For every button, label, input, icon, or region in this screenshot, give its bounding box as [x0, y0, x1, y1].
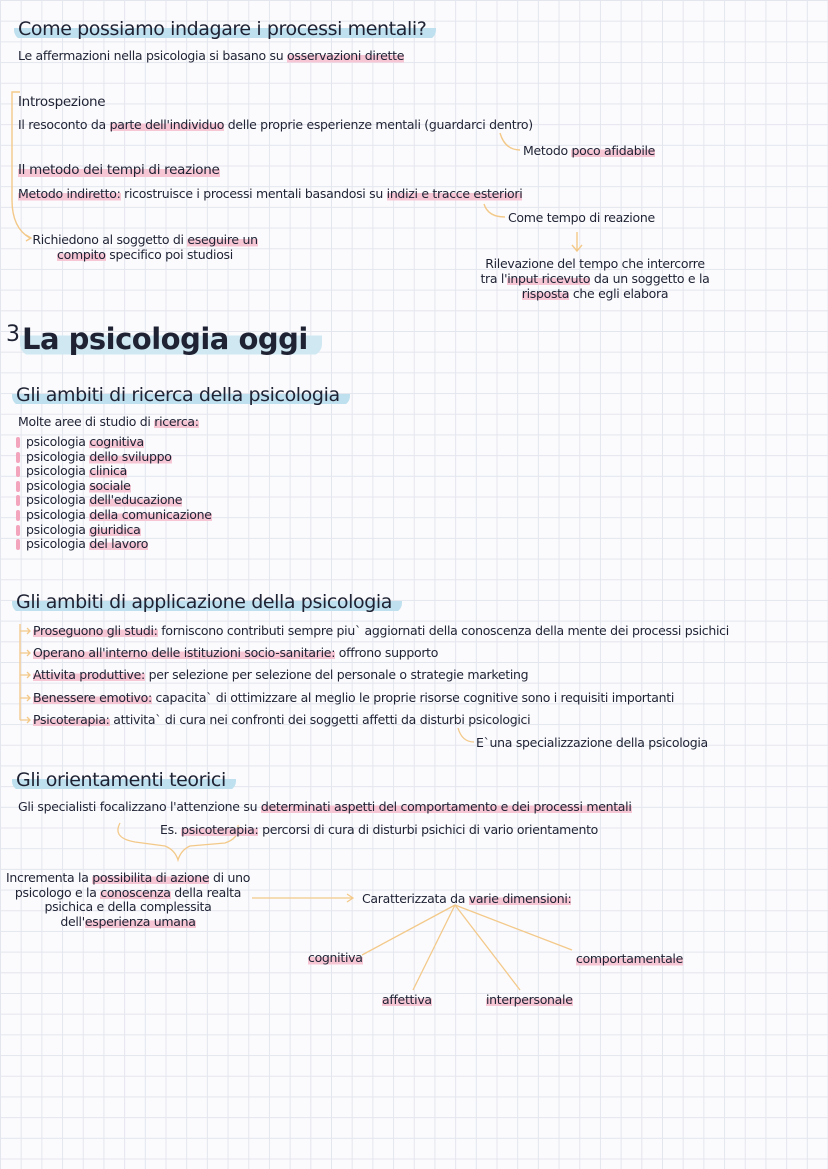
- rilevazione-highlight-2: input ricevuto: [507, 271, 591, 286]
- ricerca-intro-highlight: ricerca:: [154, 414, 199, 429]
- intro-highlight: osservazioni dirette: [287, 48, 405, 63]
- rilevazione-line-3: [475, 286, 715, 301]
- introspezione-text-pre: Il resoconto da: [18, 117, 110, 132]
- applicazione-row-text: capacita` di ottimizzare al meglio le proprie risorse cognitive sono i requisiti importanti: [151, 690, 675, 705]
- ricerca-item-highlight: della comunicazione: [89, 506, 212, 522]
- ricerca-list-item: [16, 435, 212, 450]
- ricerca-item-text: psicologia: [26, 448, 90, 464]
- caratterizzata-label: [362, 891, 571, 906]
- dimension-interpersonale: interpersonale: [486, 992, 573, 1007]
- incrementa-line-2: [6, 886, 250, 901]
- chapter-title: La psicologia oggi: [20, 322, 322, 356]
- ricerca-list-item: [16, 464, 212, 479]
- dimension-cognitiva: cognitiva: [308, 950, 363, 965]
- label-introspezione: Introspezione: [18, 94, 106, 110]
- incrementa-text-1b: di uno: [209, 870, 251, 885]
- ricerca-intro: [18, 414, 199, 429]
- richiedono-line-1: [30, 232, 260, 247]
- incrementa-highlight-1: possibilita di azione: [92, 870, 210, 885]
- ricerca-item-highlight: clinica: [89, 463, 127, 479]
- ricerca-item-highlight: dell'educazione: [89, 492, 183, 508]
- note-metodo-poco-afidabile: [523, 143, 655, 158]
- incrementa-note: [6, 871, 250, 929]
- applicazione-row-text: per selezione per selezione del personale o strategie marketing: [144, 667, 529, 682]
- rilevazione-text-3: che egli elabora: [569, 286, 669, 301]
- ricerca-intro-text: Molte aree di studio di: [18, 414, 155, 429]
- incrementa-text-1a: Incrementa la: [6, 870, 93, 885]
- caratterizzata-highlight: varie dimensioni:: [468, 891, 572, 906]
- tempi-highlight-1: Metodo indiretto:: [18, 186, 121, 201]
- ricerca-item-highlight: sociale: [89, 477, 131, 493]
- orientamenti-intro-highlight: determinati aspetti del comportamento e dei processi mentali: [260, 799, 632, 814]
- applicazione-row: [33, 667, 528, 682]
- intro-text: Le affermazioni nella psicologia si basano su: [18, 48, 288, 63]
- ricerca-list: [16, 435, 212, 552]
- es-text-pre: Es.: [160, 822, 182, 837]
- richiedono-highlight-2: compito: [57, 247, 106, 262]
- applicazione-row-text: offrono supporto: [335, 645, 439, 660]
- ricerca-item-highlight: giuridica: [89, 521, 141, 537]
- orientamenti-intro: [18, 799, 632, 814]
- ricerca-item-highlight: cognitiva: [89, 434, 144, 449]
- chapter-heading: [6, 322, 322, 356]
- tempi-highlight-2: indizi e tracce esteriori: [386, 186, 523, 201]
- richiedono-line-2: [30, 247, 260, 262]
- incrementa-text-2b: della realta: [170, 884, 242, 900]
- incrementa-text-2a: psicologo e la: [14, 884, 101, 900]
- ricerca-item-text: psicologia: [26, 506, 90, 522]
- section-title-processi-mentali: Come possiamo indagare i processi mentali?: [14, 18, 436, 40]
- section-title-ambiti-applicazione: Gli ambiti di applicazione della psicologia: [12, 591, 402, 613]
- incrementa-highlight-4: esperienza umana: [84, 913, 196, 929]
- ricerca-list-item: [16, 450, 212, 465]
- ricerca-list-item: [16, 479, 212, 494]
- applicazione-row: [33, 623, 729, 638]
- es-highlight: psicoterapia:: [181, 822, 259, 837]
- introspezione-highlight: parte dell'individuo: [109, 117, 225, 132]
- applicazione-row-highlight: Proseguono gli studi:: [33, 623, 158, 638]
- richiedono-text-2: specifico poi studiosi: [105, 247, 233, 262]
- incrementa-text-4: dell': [60, 913, 85, 929]
- rilevazione-text-2b: da un soggetto e la: [590, 271, 710, 286]
- ricerca-item-text: psicologia: [26, 521, 90, 537]
- tempi-description: [18, 186, 522, 201]
- applicazione-row-highlight: Benessere emotivo:: [33, 690, 152, 705]
- es-text-post: percorsi di cura di disturbi psichici di vario orientamento: [258, 822, 599, 837]
- rilevazione-line-1: Rilevazione del tempo che intercorre: [485, 256, 705, 271]
- ricerca-item-text: psicologia: [26, 536, 90, 552]
- rilevazione-note: [475, 256, 715, 301]
- ricerca-item-highlight: del lavoro: [89, 536, 149, 552]
- applicazione-row: [33, 690, 674, 705]
- richiedono-note: [30, 232, 260, 262]
- applicazione-row: [33, 645, 438, 660]
- section-title-orientamenti: Gli orientamenti teorici: [12, 769, 236, 791]
- ricerca-item-text: psicologia: [26, 492, 90, 508]
- ricerca-item-text: psicologia: [26, 477, 90, 493]
- incrementa-line-1: [6, 871, 250, 886]
- introspezione-text-post: delle proprie esperienze mentali (guardarci dentro): [224, 117, 533, 132]
- incrementa-line-4: [6, 915, 250, 930]
- dimension-affettiva: affettiva: [382, 992, 432, 1007]
- ricerca-list-item: [16, 523, 212, 538]
- orientamenti-intro-text: Gli specialisti focalizzano l'attenzione su: [18, 799, 261, 814]
- ricerca-list-item: [16, 537, 212, 552]
- es-psicoterapia: [160, 822, 598, 837]
- ricerca-list-item: [16, 508, 212, 523]
- label-tempi-reazione: Il metodo dei tempi di reazione: [18, 162, 220, 178]
- ricerca-item-text: psicologia: [26, 434, 90, 449]
- ricerca-item-text: psicologia: [26, 463, 90, 479]
- applicazione-row-highlight: Operano all'interno delle istituzioni socio-sanitarie:: [33, 645, 336, 660]
- ricerca-item-highlight: dello sviluppo: [89, 448, 172, 464]
- note-metodo-highlight: poco afidabile: [571, 143, 656, 158]
- tempi-text: ricostruisce i processi mentali basandosi su: [120, 186, 387, 201]
- incrementa-highlight-2: conoscenza: [100, 884, 171, 900]
- note-metodo-text: Metodo: [523, 143, 572, 158]
- rilevazione-text-2a: tra l': [480, 271, 508, 286]
- applicazione-row-text: attivita` di cura nei confronti dei soggetti affetti da disturbi psicologici: [109, 712, 531, 727]
- section-title-ambiti-ricerca: Gli ambiti di ricerca della psicologia: [12, 384, 350, 406]
- chapter-number: 3: [6, 322, 20, 347]
- incrementa-line-3: psichica e della complessita: [44, 899, 212, 914]
- rilevazione-highlight-3: risposta: [521, 286, 570, 301]
- richiedono-highlight-1: eseguire un: [187, 232, 258, 247]
- applicazione-row-highlight: Attivita produttive:: [33, 667, 145, 682]
- intro-osservazioni: [18, 48, 404, 63]
- note-come-tempo-reazione: Come tempo di reazione: [508, 210, 655, 225]
- applicazione-row-text: forniscono contributi sempre piu` aggiornati della conoscenza della mente dei processi psichici: [157, 623, 729, 638]
- introspezione-description: [18, 117, 533, 132]
- dimension-comportamentale: comportamentale: [576, 951, 683, 966]
- applicazione-row-highlight: Psicoterapia:: [33, 712, 110, 727]
- richiedono-text-1: Richiedono al soggetto di: [32, 232, 188, 247]
- rilevazione-line-2: [475, 271, 715, 286]
- ricerca-list-item: [16, 493, 212, 508]
- applicazione-row: [33, 712, 530, 727]
- caratterizzata-text: Caratterizzata da: [362, 891, 469, 906]
- note-specializzazione: E`una specializzazione della psicologia: [476, 735, 708, 750]
